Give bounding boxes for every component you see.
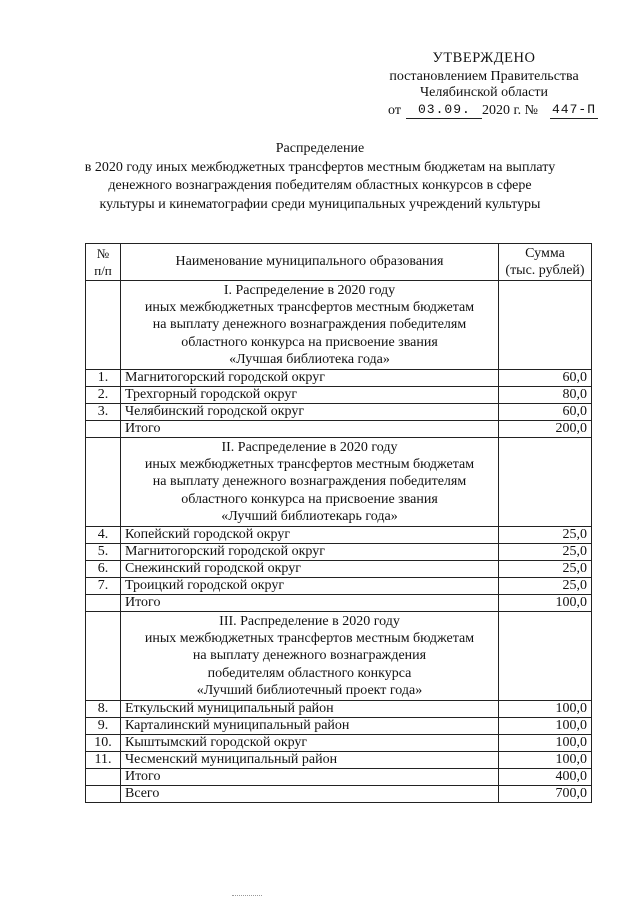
table-row: 3. Челябинский городской округ 60,0 [86, 404, 592, 421]
section-title: I. Распределение в 2020 году иных межбюджетных трансфертов местным бюджетам на выплату денежного вознаграждения победителям областного конкурса на присвоение звания «Лучшая библиотека года» [121, 281, 499, 370]
header-name-cell: Наименование муниципального образования [121, 244, 499, 281]
number-value: 447-П [552, 102, 597, 117]
subtotal-row: Итого 200,0 [86, 421, 592, 438]
table-row: 10. Кыштымский городской округ 100,0 [86, 735, 592, 752]
title-line-2: в 2020 году иных межбюджетных трансфертов местным бюджетам на выплату [84, 159, 556, 175]
page-footer-mark [232, 895, 262, 896]
section-header-row [86, 438, 592, 527]
approval-line-2: Челябинской области [420, 85, 548, 100]
approval-date-line [360, 102, 608, 120]
date-prefix: от [388, 103, 401, 118]
table-row: 4. Копейский городской округ 25,0 [86, 527, 592, 544]
number-underline [550, 118, 598, 119]
table-header-row [86, 244, 592, 281]
title-line-3: денежного вознаграждения победителям областных конкурсов в сфере [108, 178, 532, 193]
table-row: 9. Карталинский муниципальный район 100,0 [86, 718, 592, 735]
table-row: 5. Магнитогорский городской округ 25,0 [86, 544, 592, 561]
document-title [40, 140, 600, 214]
header-sum-line-1: Сумма [525, 246, 565, 261]
section-header-row [86, 612, 592, 701]
year-text: 2020 г. № [482, 103, 539, 118]
approval-line-1: постановлением Правительства [389, 69, 579, 84]
table-row: 11. Чесменский муниципальный район 100,0 [86, 752, 592, 769]
header-sum-line-2: (тыс. рублей) [505, 263, 585, 278]
section-header-row [86, 281, 592, 370]
table-row: 6. Снежинский городской округ 25,0 [86, 561, 592, 578]
title-line-4: культуры и кинематографии среди муниципальных учреждений культуры [99, 196, 541, 212]
approval-block [360, 50, 608, 120]
header-num-cell [86, 244, 121, 281]
date-underline [406, 118, 482, 119]
approval-heading: УТВЕРЖДЕНО [432, 50, 536, 66]
header-num-line-1: № [96, 246, 110, 261]
table-row: 2. Трехгорный городской округ 80,0 [86, 387, 592, 404]
section-title: III. Распределение в 2020 году иных межбюджетных трансфертов местным бюджетам на выплату денежного вознаграждения победителям областного конкурса «Лучший библиотечный проект года» [121, 612, 499, 701]
table-row: 8. Еткульский муниципальный район 100,0 [86, 701, 592, 718]
distribution-table [85, 243, 592, 803]
header-sum-cell [499, 244, 592, 281]
header-num-line-2: п/п [94, 263, 112, 278]
subtotal-row: Итого 100,0 [86, 595, 592, 612]
table-row: 1. Магнитогорский городской округ 60,0 [86, 370, 592, 387]
section-title: II. Распределение в 2020 году иных межбюджетных трансфертов местным бюджетам на выплату денежного вознаграждения победителям областного конкурса на присвоение звания «Лучший библиотекарь года» [121, 438, 499, 527]
title-line-1: Распределение [275, 141, 365, 156]
table-row: 7. Троицкий городской округ 25,0 [86, 578, 592, 595]
grand-total-row: Всего 700,0 [86, 786, 592, 803]
subtotal-row: Итого 400,0 [86, 769, 592, 786]
date-value: 03.09. [418, 102, 471, 117]
